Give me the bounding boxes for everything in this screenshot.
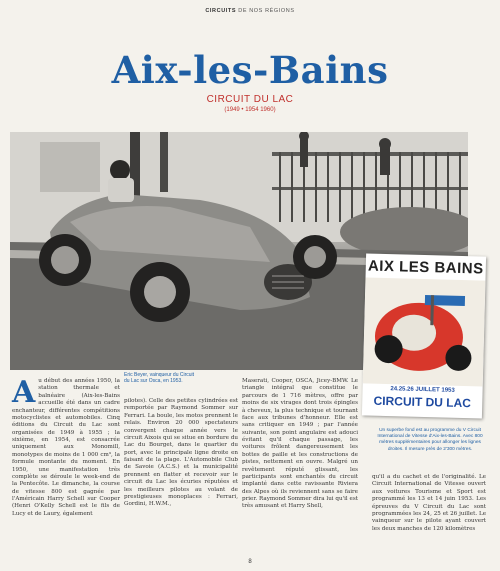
kicker-rest: DE NOS RÉGIONS: [238, 8, 295, 14]
poster-title: AIX LES BAINS: [367, 257, 484, 278]
photo-caption: Eric Beyer, vainqueur du Circuit du Lac sur Osca, en 1953.: [124, 372, 195, 385]
article-column-4: qu'il a du cachet et de l'originalité. Le Circuit International de Vitesse ouvert aux voitures Tourisme et Sport est programmé les 13 et 14 juin 1953. Les épreuves du V Circuit du Lac sont programmées les 24, 25 et 26 juillet. Le vainqueur sur le pilote ayant couvert les deux manches de 120 kilomètres: [372, 474, 486, 532]
article-subtitle: CIRCUIT DU LAC: [206, 94, 294, 105]
race-poster: [362, 253, 486, 418]
poster-date: 24.25.26 JUILLET 1953: [390, 386, 455, 394]
poster-circuit: CIRCUIT DU LAC: [373, 393, 472, 411]
poster-caption: Un superbe fond est au programme du V Circuit International de Vitesse d'Aix-les-Bains. Avec 800 mètres supplémentaires pour allonger les lignes droites. Il mesure près de 2'300 mètres.: [377, 428, 483, 452]
article-column-3: Maserati, Cooper, OSCA, Jicey-BMW. Le triangle intégral que constitue le parcours de 1 716 mètres, offre par moins de six virages dont trois épingles à cheveux, la plus technique et tournant face aux tribunes d'honneur. Elle est sans critiquer en 1949 ; par l'année suivante, son point angulaire est adouci évitant qu'il chaque passage, les voitures frôlent dangereusement les bottes de paille et les constructions de pistes, nettement en ouvre. Malgré un revêtement réputé glissant, les participants sont enchantés du circuit implanté dans cette ravissante Riviera des Alpes où ils reviennent sans se faire prier. Raymond Sommer dira lui qu'il est très amusant et Harry Shell,: [242, 378, 358, 510]
drop-cap: A: [12, 375, 36, 410]
column-1-text: u début des années 1950, la station thermale et balnéaire (Aix-les-Bains accueille été dans un cadre enchanteur, différentes compétitions motocyclistes et automobiles. Cinq éditions du Circuit du Lac sont organisées de 1949 à 1955 ; la sixième, en 1954, est consacrée uniquement aux Monomill, monotypes de moins de 1 000 cm³, la formule montante du moment. En 1950, une manifestation très complète se déroule le week-end de la Pentecôte. Le dimanche, la course de vitesse 800 est gagnée par l'Américain Harry Schell sur Cooper (Henri O'Kelly Schell est le fils de Lucy et de Laury, également: [12, 378, 120, 517]
article-dates: (1949 • 1954 1960): [224, 107, 276, 113]
article-column-2: pilotes). Celle des petites cylindrées est remportée par Raymond Sommer sur Ferrari. La boule, les motos prennent le relais. Environ 20 000 spectateurs convergent chaque année vers le circuit Aixois qui se situe en bordure du Lac du Bourget, dans le quartier du port, avec le principale ligne droite en faisant de la plage. L'Automobile Club de Savoie (A.C.S.) et la municipalité prennent en flatter et recevoir sur le circuit du Lac les écuries réputées et les meilleurs pilotes au volant de prestigieuses monoplaces : Ferrari, Gordini, H.W.M.,: [124, 398, 238, 508]
page-number: 8: [248, 559, 252, 565]
article-column-1: [12, 375, 120, 518]
kicker-bold: CIRCUITS: [205, 8, 237, 14]
section-kicker: [0, 8, 500, 14]
article-title: Aix-les-Bains: [111, 48, 389, 92]
